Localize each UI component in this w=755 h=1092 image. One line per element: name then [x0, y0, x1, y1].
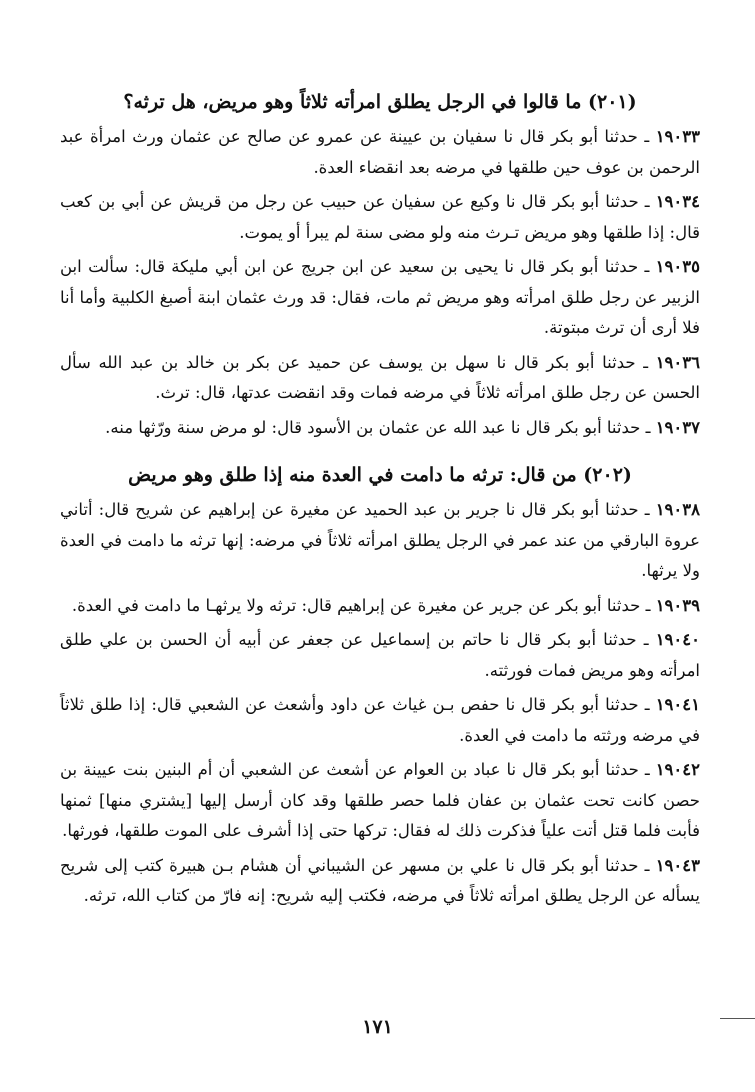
hadith-19034 — [60, 187, 700, 248]
hadith-19036 — [60, 348, 700, 409]
hadith-number: ١٩٠٣٥ — [655, 257, 700, 276]
chapter-201-title: (٢٠١) ما قالوا في الرجل يطلق امرأته ثلاثاً وهو مريض، هل ترثه؟ — [123, 91, 637, 113]
hadith-number: ١٩٠٣٤ — [655, 192, 700, 211]
hadith-text: ـ حدثنا أبو بكر قال نا يحيى بن سعيد عن ابن جريج عن ابن أبي مليكة قال: سألت ابن الزبير عن رجل طلق امرأته وهو مريض ثم مات، فقال: قد ورث عثمان ابنة أصبغ الكلبية وأما أنا فلا أرى أن ترث مبتوتة. — [60, 257, 700, 337]
hadith-19040 — [60, 625, 700, 686]
hadith-number: ١٩٠٣٣ — [655, 127, 700, 146]
hadith-19042 — [60, 755, 700, 847]
margin-divider — [720, 1018, 755, 1019]
hadith-number: ١٩٠٤٠ — [655, 630, 700, 649]
hadith-19041 — [60, 690, 700, 751]
hadith-number: ١٩٠٤٣ — [655, 855, 700, 875]
hadith-19035 — [60, 252, 700, 344]
hadith-19043 — [60, 851, 700, 912]
hadith-number: ١٩٠٤١ — [655, 695, 700, 714]
hadith-text: ـ حدثنا أبو بكر قال نا جرير بن عبد الحميد عن مغيرة عن إبراهيم عن شريح قال: أتاني عروة البارقي من عند عمر في الرجل يطلق امرأته ثلاثاً في مرضه: إنها ترثه ما دامت في العدة ولا يرثها. — [60, 500, 700, 580]
hadith-number: ١٩٠٤٢ — [655, 760, 700, 779]
hadith-text: ـ حدثنا أبو بكر قال نا حاتم بن إسماعيل عن جعفر عن أبيه أن الحسن بن علي طلق امرأته وهو مريض فمات فورثته. — [60, 630, 700, 680]
hadith-number: ١٩٠٣٨ — [655, 500, 700, 519]
hadith-text: ـ حدثنا أبو بكر قال نا حفص بـن غياث عن داود وأشعث عن الشعبي قال: إذا طلق ثلاثاً في مرضه ورثته ما دامت في العدة. — [60, 695, 700, 745]
hadith-19039 — [60, 591, 700, 622]
hadith-number: ١٩٠٣٦ — [655, 352, 700, 372]
hadith-text: ـ حدثنا أبو بكر قال نا عبد الله عن عثمان بن الأسود قال: لو مرض سنة ورّثها منه. — [105, 417, 651, 437]
hadith-text: ـ حدثنا أبو بكر قال نا سهل بن يوسف عن حميد عن بكر بن خالد بن عبد الله سأل الحسن عن رجل طلق امرأته ثلاثاً في مرضه فمات وقد انقضت عدتها، قال: ترث. — [60, 352, 700, 402]
hadith-text: ـ حدثنا أبو بكر قال نا وكيع عن سفيان عن حبيب عن رجل من قريش عن أبي بن كعب قال: إذا طلقها وهو مريض تـرث منه ولو مضى سنة لم يبرأ أو يموت. — [60, 192, 700, 242]
hadith-text: ـ حدثنا أبو بكر قال نا علي بن مسهر عن الشيباني أن هشام بـن هبيرة كتب إلى شريح يسأله عن الرجل يطلق امرأته ثلاثاً في مرضه، فكتب إليه شريح: إنه فارّ من كتاب الله، ترثه. — [60, 855, 700, 905]
hadith-19038 — [60, 495, 700, 587]
hadith-text: ـ حدثنا أبو بكر عن جرير عن مغيرة عن إبراهيم قال: ترثه ولا يرثهـا ما دامت في العدة. — [71, 595, 651, 615]
hadith-text: ـ حدثنا أبو بكر قال نا عباد بن العوام عن أشعث عن الشعبي أن أم البنين بنت عيينة بن حصن كانت تحت عثمان بن عفان فلما حصر طلقها وقد كان أرسل إليها [يشتري منها] ثمنها فأبت فلما قتل أتت علياً فذكرت ذلك له فقال: تركها حتى إذا أشرف على الموت طلقها، فورثها. — [60, 760, 700, 840]
chapter-202-title: (٢٠٢) من قال: ترثه ما دامت في العدة منه إذا طلق وهو مريض — [128, 464, 632, 486]
hadith-number: ١٩٠٣٧ — [655, 417, 700, 437]
page-number: ١٧١ — [362, 1016, 393, 1038]
hadith-19037 — [60, 413, 700, 444]
hadith-number: ١٩٠٣٩ — [655, 595, 700, 615]
page-body — [60, 86, 700, 916]
hadith-19033 — [60, 122, 700, 183]
hadith-text: ـ حدثنا أبو بكر قال نا سفيان بن عيينة عن عمرو عن صالح عن عثمان ورث امرأة عبد الرحمن بن عوف حين طلقها في مرضه بعد انقضاء العدة. — [60, 127, 700, 177]
